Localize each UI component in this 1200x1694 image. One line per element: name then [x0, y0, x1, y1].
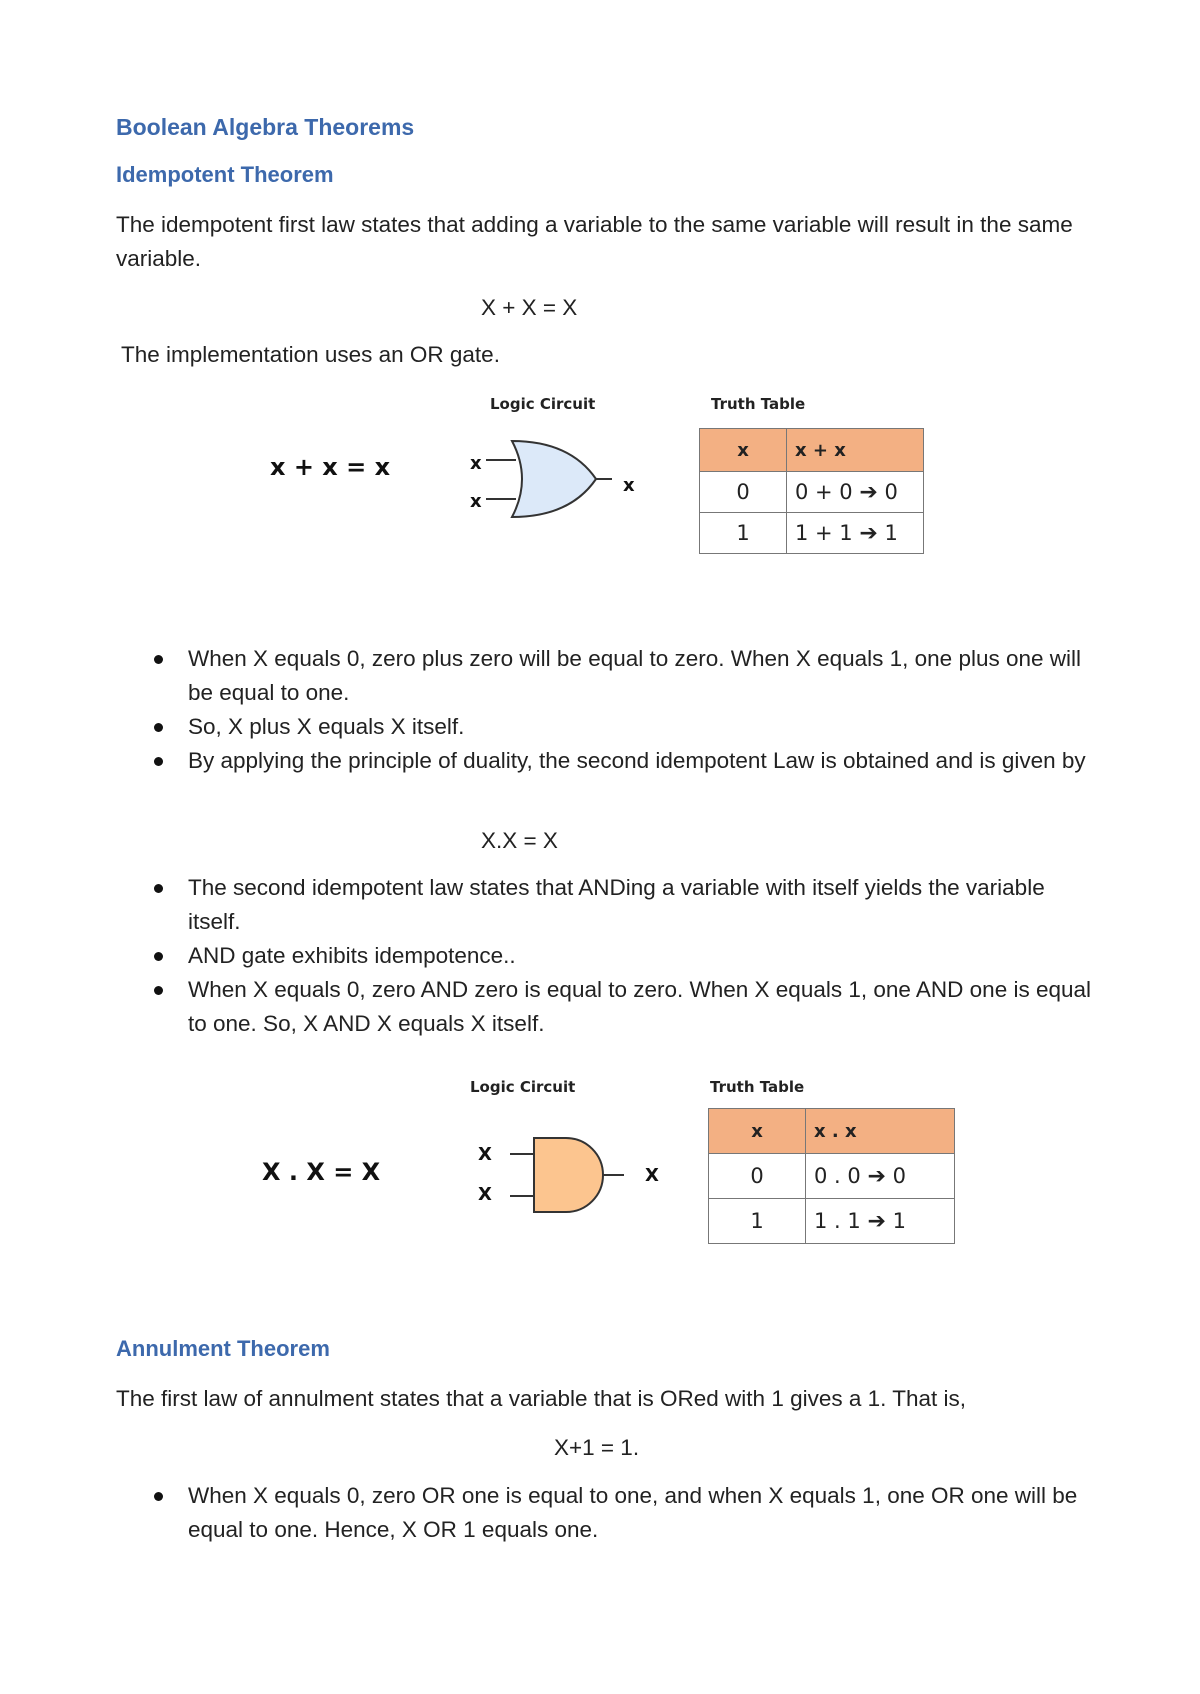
and-gate-symbol [492, 1128, 642, 1228]
or-header-x: x [700, 429, 787, 472]
and-output-label: X [645, 1165, 659, 1186]
and-logic-caption: Logic Circuit [470, 1078, 576, 1096]
idempotent-bullets-b [188, 871, 1098, 1041]
and-row1-value: 1 . 1 ➔ 1 [806, 1199, 955, 1244]
idempotent-intro: The idempotent first law states that adding a variable to the same variable will result in the same variable. [116, 212, 1073, 271]
or-row1-x: 1 [700, 513, 787, 554]
and-figure-equation: X . X = X [262, 1158, 381, 1186]
and-header-expr: x . x [806, 1109, 955, 1154]
and-input-b-label: X [478, 1184, 492, 1205]
and-row1-x: 1 [709, 1199, 806, 1244]
list-item: When X equals 0, zero plus zero will be equal to zero. When X equals 1, one plus one will be equal to one. [188, 642, 1098, 710]
arrow-right-icon: ➔ [867, 1163, 886, 1189]
annulment-bullets [188, 1479, 1098, 1547]
and-row0-value: 0 . 0 ➔ 0 [806, 1154, 955, 1199]
or-truth-caption: Truth Table [711, 395, 806, 413]
idempotent-heading: Idempotent Theorem [116, 162, 334, 187]
list-item: So, X plus X equals X itself. [188, 710, 1098, 744]
idempotent-bullets-a [188, 642, 1098, 778]
arrow-right-icon: ➔ [867, 1208, 886, 1234]
or-figure-equation: x + x = x [270, 453, 391, 481]
or-output-label: x [623, 475, 635, 496]
annulment-intro: The first law of annulment states that a variable that is ORed with 1 gives a 1. That is, [116, 1386, 967, 1411]
or-figure [270, 395, 950, 565]
list-item: When X equals 0, zero AND zero is equal to zero. When X equals 1, one AND one is equal to one. So, X AND X equals X itself. [188, 973, 1098, 1041]
and-header-x: x [709, 1109, 806, 1154]
and-truth-caption: Truth Table [710, 1078, 805, 1096]
and-input-a-label: X [478, 1144, 492, 1165]
or-logic-caption: Logic Circuit [490, 395, 596, 413]
table-row [700, 513, 924, 554]
arrow-right-icon: ➔ [859, 479, 878, 505]
or-input-b-label: x [470, 491, 482, 512]
or-truth-table [699, 428, 924, 554]
list-item: AND gate exhibits idempotence.. [188, 939, 1098, 973]
or-row0-x: 0 [700, 472, 787, 513]
or-header-expr: x + x [787, 429, 924, 472]
or-row1-value: 1 + 1 ➔ 1 [787, 513, 924, 554]
document-title: Boolean Algebra Theorems [116, 114, 415, 140]
annulment-heading: Annulment Theorem [116, 1336, 330, 1361]
or-row0-value: 0 + 0 ➔ 0 [787, 472, 924, 513]
and-row0-x: 0 [709, 1154, 806, 1199]
table-row [709, 1199, 955, 1244]
list-item: When X equals 0, zero OR one is equal to one, and when X equals 1, one OR one will be equal to one. Hence, X OR 1 equals one. [188, 1479, 1098, 1547]
and-truth-table [708, 1108, 955, 1244]
idempotent-equation: X + X = X [481, 295, 578, 320]
implementation-text: The implementation uses an OR gate. [121, 342, 500, 367]
table-row [700, 472, 924, 513]
and-figure [262, 1078, 962, 1258]
annulment-equation: X+1 = 1. [554, 1435, 640, 1460]
arrow-right-icon: ➔ [859, 520, 878, 546]
table-row [709, 1154, 955, 1199]
list-item: By applying the principle of duality, the second idempotent Law is obtained and is given by [188, 744, 1098, 778]
idempotent-equation-2: X.X = X [481, 828, 558, 853]
list-item: The second idempotent law states that ANDing a variable with itself yields the variable itself. [188, 871, 1098, 939]
or-input-a-label: x [470, 453, 482, 474]
or-gate-symbol [470, 435, 630, 535]
